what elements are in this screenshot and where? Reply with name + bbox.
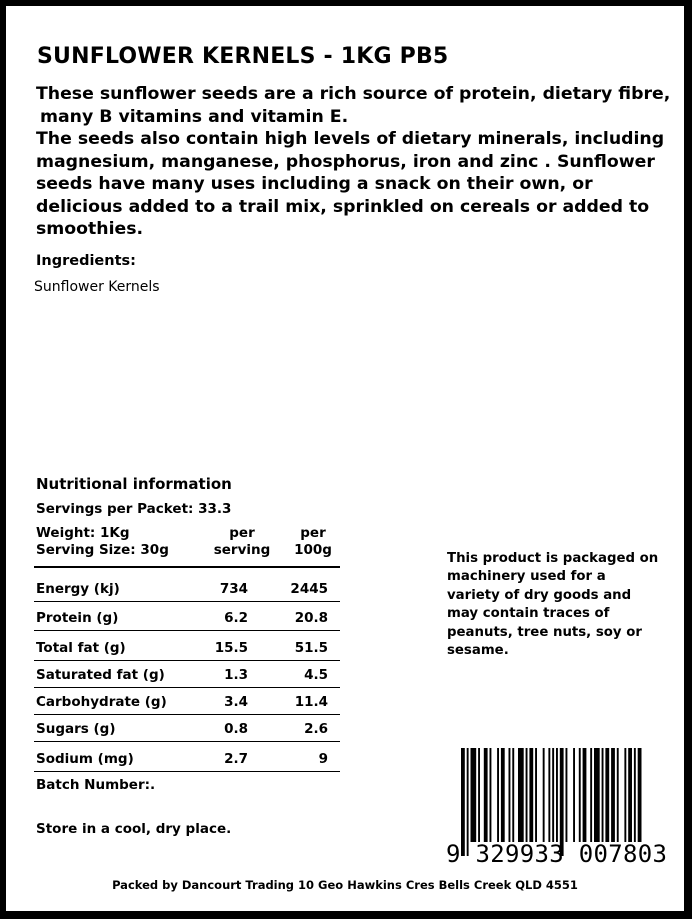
per-serving-header-line-2: serving [213, 542, 271, 558]
nutrient-per-serving: 0.8 [224, 721, 248, 737]
barcode-bar [484, 748, 488, 842]
per-100g-header-line-1: per [300, 525, 326, 541]
barcode-bar [628, 748, 632, 842]
description-line-1: These sunflower seeds are a rich source of protein, dietary fibre, [36, 84, 671, 104]
barcode-bar [634, 748, 636, 842]
nutrient-per-100g: 11.4 [294, 694, 328, 710]
per-100g-header [290, 525, 336, 559]
description-line-2: many B vitamins and vitamin E. [40, 106, 349, 127]
barcode-bar [543, 748, 545, 842]
barcode-bar [548, 748, 550, 842]
product-description [36, 83, 676, 241]
barcode-number [446, 840, 668, 868]
nutrient-name: Saturated fat (g) [36, 667, 165, 683]
barcode-first-digit: 9 [446, 840, 461, 868]
barcode-bar [518, 748, 524, 842]
nutrient-per-serving: 1.3 [224, 667, 248, 683]
serving-size-label: Serving Size: 30g [36, 542, 169, 558]
nutrient-per-serving: 15.5 [214, 640, 248, 656]
batch-number: Batch Number:. [36, 777, 156, 793]
table-row [34, 742, 340, 772]
nutrient-name: Carbohydrate (g) [36, 694, 167, 710]
barcode-bar [566, 748, 568, 842]
barcode-bar [579, 748, 581, 842]
product-title: SUNFLOWER KERNELS - 1KG PB5 [37, 44, 449, 69]
barcode-bar [605, 748, 609, 842]
barcode-bar [478, 748, 480, 842]
nutrition-table [34, 522, 340, 772]
barcode-bar [529, 748, 533, 842]
nutrient-name: Total fat (g) [36, 640, 126, 656]
nutrient-per-serving: 3.4 [224, 694, 248, 710]
allergen-statement: This product is packaged on machinery used for a variety of dry goods and may contain traces of peanuts, tree nuts, soy or sesame. [447, 551, 659, 659]
nutrient-per-serving: 734 [219, 581, 248, 597]
barcode-bar [501, 748, 505, 842]
description-paragraph-2: The seeds also contain high levels of dietary minerals, including magnesium, manganese, phosphorus, iron and zinc . Sunflower seeds have many uses including a snack on their own, or delicious added to a trail mix, sprinkled on cereals or added to smoothies. [36, 129, 665, 239]
table-row [34, 715, 340, 742]
barcode-bar [512, 748, 514, 842]
barcode-bar [573, 748, 575, 842]
barcode-bar [583, 748, 587, 842]
packer-address: Packed by Dancourt Trading 10 Geo Hawkins Cres Bells Creek QLD 4551 [112, 878, 578, 892]
barcode-bar [638, 748, 642, 842]
nutrient-per-100g: 4.5 [304, 667, 328, 683]
servings-per-packet: Servings per Packet: 33.3 [36, 501, 232, 517]
barcode-bar [490, 748, 492, 842]
nutrient-per-100g: 51.5 [294, 640, 328, 656]
barcode-bar [497, 748, 499, 842]
barcode-bar [535, 748, 537, 842]
barcode-bar [617, 748, 619, 842]
table-row [34, 688, 340, 715]
nutrient-per-100g: 20.8 [294, 610, 328, 626]
table-row [34, 661, 340, 688]
nutrient-name: Sodium (mg) [36, 751, 134, 767]
barcode-left-group: 329933 [475, 840, 564, 868]
barcode-bar [602, 748, 604, 842]
barcode-bar [552, 748, 554, 842]
table-row [34, 631, 340, 661]
barcode-right-group: 007803 [578, 840, 668, 868]
table-row [34, 602, 340, 631]
nutrient-per-100g: 9 [318, 751, 328, 767]
per-100g-header-line-2: 100g [294, 542, 332, 558]
per-serving-header [204, 525, 280, 559]
nutrient-name: Protein (g) [36, 610, 119, 626]
storage-instructions: Store in a cool, dry place. [36, 821, 232, 837]
nutrient-per-100g: 2.6 [304, 721, 328, 737]
barcode-bar [556, 748, 558, 842]
barcode-bar [590, 748, 592, 842]
barcode-bar [624, 748, 626, 842]
nutrition-table-body [34, 568, 340, 772]
barcode [446, 748, 668, 873]
barcode-bar [611, 748, 615, 842]
barcode-bar [594, 748, 600, 842]
weight-serving-cell [36, 525, 169, 559]
nutrient-name: Sugars (g) [36, 721, 116, 737]
per-serving-header-line-1: per [229, 525, 255, 541]
table-row [34, 568, 340, 602]
ingredients-text: Sunflower Kernels [34, 279, 160, 295]
barcode-bar [526, 748, 528, 842]
nutrient-per-100g: 2445 [290, 581, 328, 597]
nutrient-per-serving: 6.2 [224, 610, 248, 626]
weight-label: Weight: 1Kg [36, 525, 130, 541]
nutrition-heading: Nutritional information [36, 475, 232, 493]
nutrient-per-serving: 2.7 [224, 751, 248, 767]
ingredients-heading: Ingredients: [36, 253, 136, 269]
nutrition-table-header [34, 522, 340, 568]
product-label [6, 6, 684, 911]
barcode-bar [471, 748, 477, 842]
barcode-bar [509, 748, 511, 842]
nutrient-name: Energy (kj) [36, 581, 120, 597]
